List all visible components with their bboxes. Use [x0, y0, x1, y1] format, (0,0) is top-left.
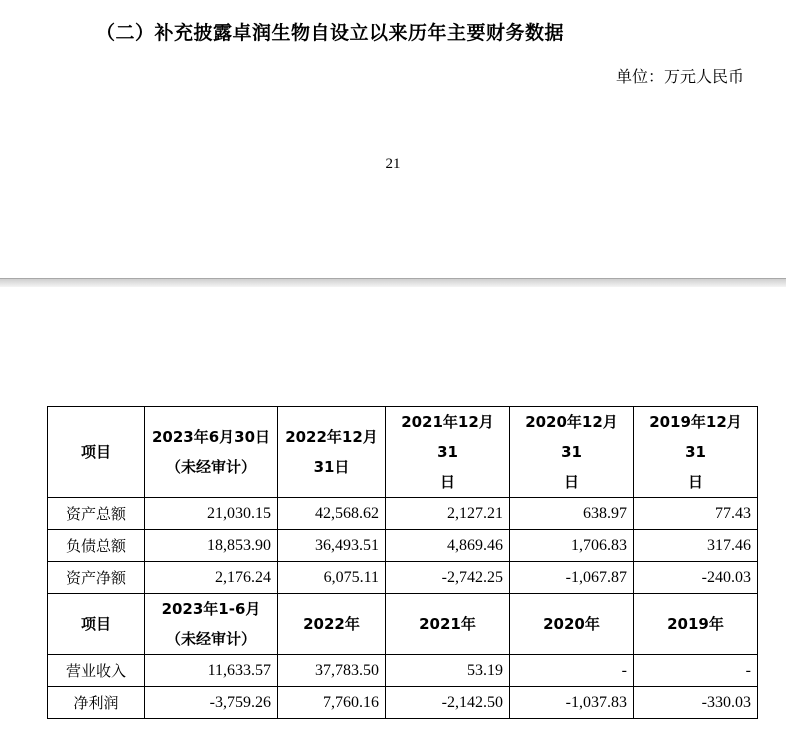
column-header — [145, 407, 278, 498]
value-cell: 1,706.83 — [510, 530, 634, 562]
column-header-line2: 31日 — [313, 458, 350, 476]
income-header-row — [48, 594, 758, 655]
row-label: 营业收入 — [48, 655, 145, 687]
column-header-line2: 日 — [439, 473, 455, 491]
column-header-line1: 2022年12月 — [285, 428, 378, 446]
column-header: 2022年 — [278, 594, 386, 655]
column-header-line1: 2021年12月31 — [401, 413, 494, 461]
column-header: 2020年 — [510, 594, 634, 655]
value-cell: - — [634, 655, 758, 687]
value-cell: 11,633.57 — [145, 655, 278, 687]
value-cell: 638.97 — [510, 498, 634, 530]
balance-header-row — [48, 407, 758, 498]
value-cell: 77.43 — [634, 498, 758, 530]
value-cell: 37,783.50 — [278, 655, 386, 687]
column-header — [634, 407, 758, 498]
table-row — [48, 530, 758, 562]
value-cell: 6,075.11 — [278, 562, 386, 594]
column-header — [386, 407, 510, 498]
column-header: 2021年 — [386, 594, 510, 655]
unit-label: 单位：万元人民币 — [615, 67, 744, 86]
column-header: 2019年 — [634, 594, 758, 655]
value-cell: 53.19 — [386, 655, 510, 687]
value-cell: -3,759.26 — [145, 687, 278, 719]
item-header: 项目 — [48, 407, 145, 498]
value-cell: -330.03 — [634, 687, 758, 719]
table-row — [48, 562, 758, 594]
value-cell: 18,853.90 — [145, 530, 278, 562]
value-cell: 2,127.21 — [386, 498, 510, 530]
value-cell: 36,493.51 — [278, 530, 386, 562]
value-cell: 317.46 — [634, 530, 758, 562]
column-header-line1: 2023年1-6月 — [161, 600, 261, 618]
value-cell: -1,067.87 — [510, 562, 634, 594]
column-header-line2: 日 — [563, 473, 579, 491]
page-number: 21 — [385, 156, 401, 172]
row-label: 资产总额 — [48, 498, 145, 530]
value-cell: 4,869.46 — [386, 530, 510, 562]
item-header: 项目 — [48, 594, 145, 655]
column-header-line2: （未经审计） — [165, 630, 256, 648]
column-header-line1: 2019年12月31 — [649, 413, 742, 461]
table-row — [48, 655, 758, 687]
column-header — [510, 407, 634, 498]
row-label: 资产净额 — [48, 562, 145, 594]
value-cell: -2,742.25 — [386, 562, 510, 594]
value-cell: -240.03 — [634, 562, 758, 594]
column-header — [278, 407, 386, 498]
value-cell: -1,037.83 — [510, 687, 634, 719]
table-row — [48, 498, 758, 530]
financial-data-table — [47, 406, 758, 719]
value-cell: 7,760.16 — [278, 687, 386, 719]
value-cell: - — [510, 655, 634, 687]
value-cell: 42,568.62 — [278, 498, 386, 530]
column-header-line1: 2020年12月31 — [525, 413, 618, 461]
value-cell: -2,142.50 — [386, 687, 510, 719]
row-label: 负债总额 — [48, 530, 145, 562]
value-cell: 2,176.24 — [145, 562, 278, 594]
column-header-line1: 2023年6月30日 — [151, 428, 271, 446]
section-heading: （二）补充披露卓润生物自设立以来历年主要财务数据 — [96, 22, 565, 44]
value-cell: 21,030.15 — [145, 498, 278, 530]
page-break-divider — [0, 278, 786, 287]
column-header-line2: （未经审计） — [165, 458, 256, 476]
row-label: 净利润 — [48, 687, 145, 719]
table-row — [48, 687, 758, 719]
column-header-line2: 日 — [687, 473, 703, 491]
column-header — [145, 594, 278, 655]
